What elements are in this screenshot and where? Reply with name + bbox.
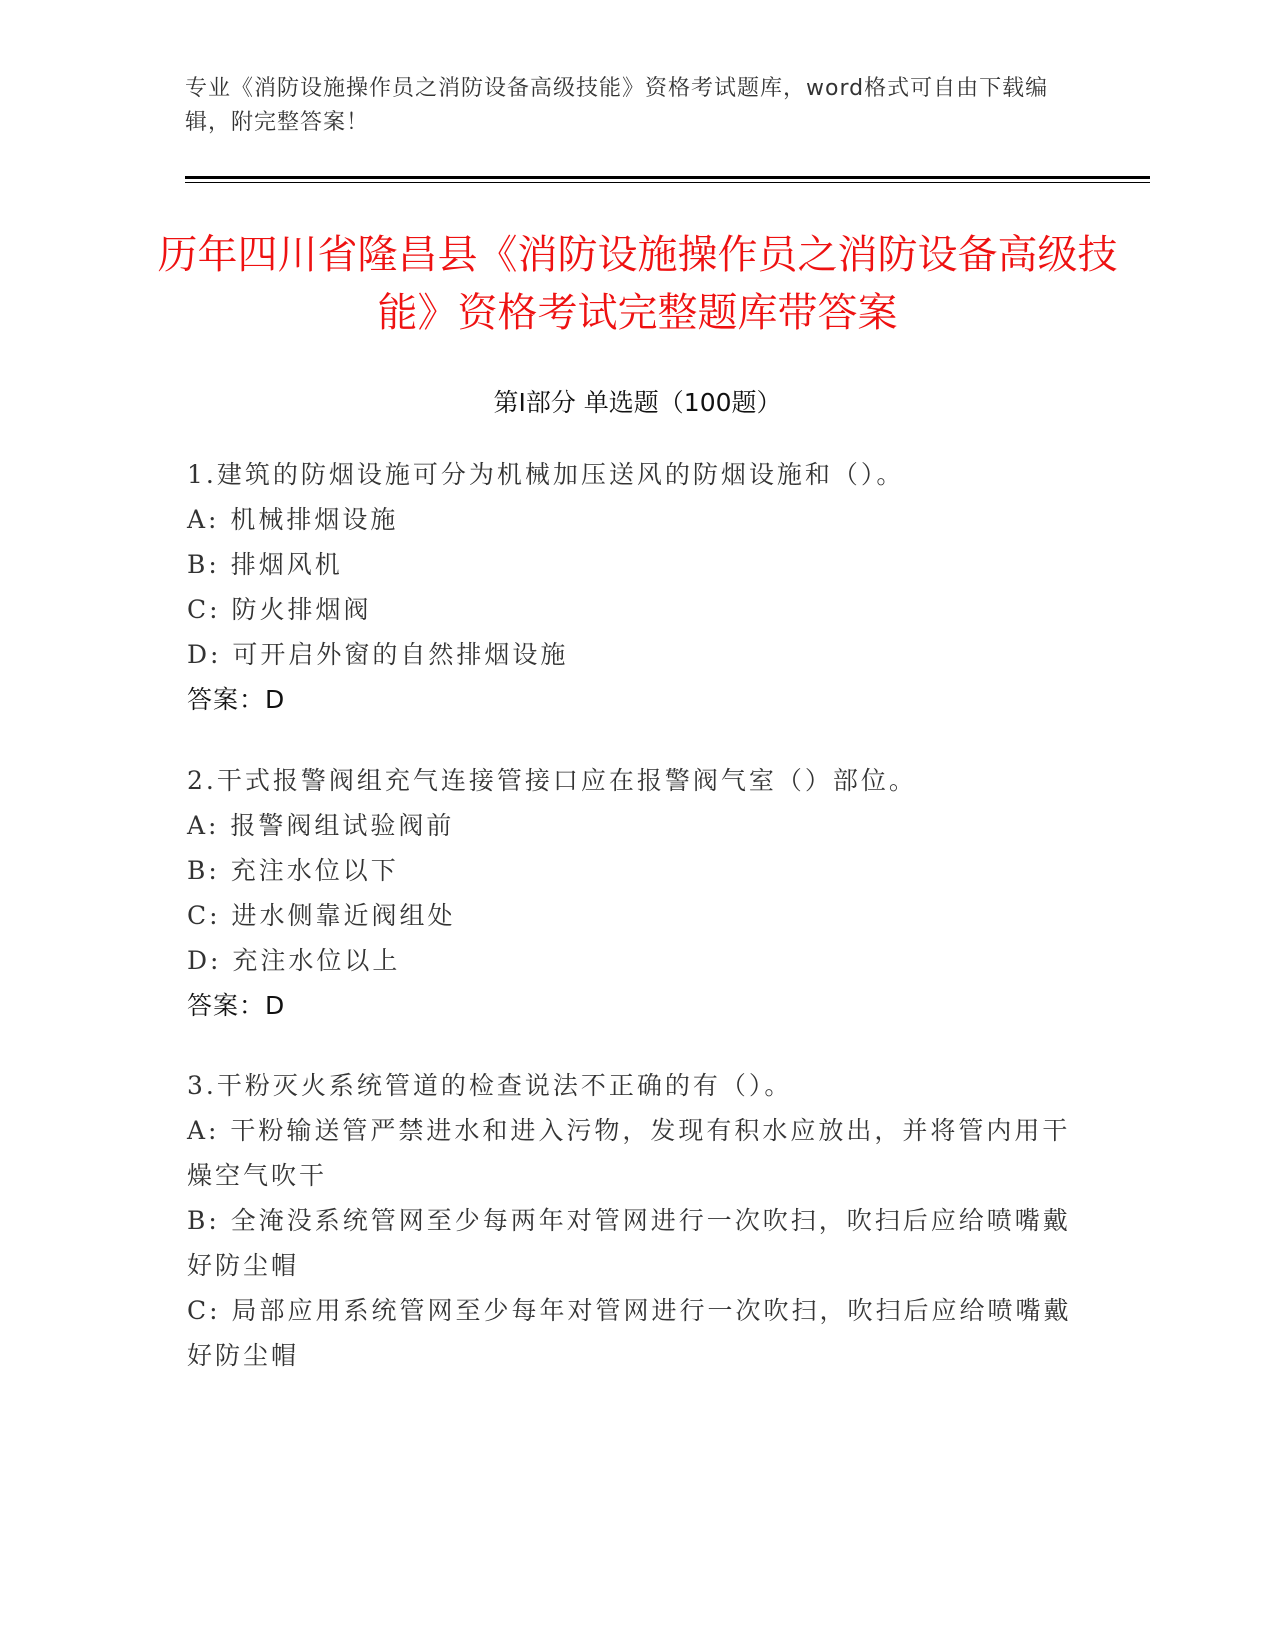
option-b: B: 充注水位以下 [187, 856, 399, 885]
answer: 答案：D [187, 991, 286, 1020]
option-c: C: 局部应用系统管网至少每年对管网进行一次吹扫，吹扫后应给喷嘴戴好防尘帽 [187, 1296, 1072, 1370]
header-divider-thick [185, 176, 1150, 179]
question-2 [187, 758, 1077, 1028]
option-d: D: 充注水位以上 [187, 946, 401, 975]
option-d: D: 可开启外窗的自然排烟设施 [187, 640, 569, 669]
option-c: C: 防火排烟阀 [187, 595, 372, 624]
question-3 [187, 1063, 1077, 1378]
section-title: 第Ⅰ部分 单选题（100题） [493, 388, 782, 417]
option-a: A: 报警阀组试验阀前 [187, 811, 455, 840]
question-stem: 1.建筑的防烟设施可分为机械加压送风的防烟设施和（）。 [187, 460, 905, 489]
answer: 答案：D [187, 685, 286, 714]
question-stem: 2.干式报警阀组充气连接管接口应在报警阀气室（）部位。 [187, 766, 917, 795]
header-divider-thin [185, 182, 1150, 183]
option-b: B: 排烟风机 [187, 550, 343, 579]
header-note: 专业《消防设施操作员之消防设备高级技能》资格考试题库，word格式可自由下载编辑，附完整答案！ [185, 76, 1049, 135]
option-a: A: 干粉输送管严禁进水和进入污物，发现有积水应放出，并将管内用干燥空气吹干 [187, 1116, 1071, 1190]
option-b: B: 全淹没系统管网至少每两年对管网进行一次吹扫，吹扫后应给喷嘴戴好防尘帽 [187, 1206, 1071, 1280]
question-stem: 3.干粉灭火系统管道的检查说法不正确的有（）。 [187, 1071, 793, 1100]
question-1 [187, 452, 1077, 722]
document-title: 历年四川省隆昌县《消防设施操作员之消防设备高级技能》资格考试完整题库带答案 [157, 232, 1118, 336]
option-a: A: 机械排烟设施 [187, 505, 399, 534]
option-c: C: 进水侧靠近阀组处 [187, 901, 456, 930]
